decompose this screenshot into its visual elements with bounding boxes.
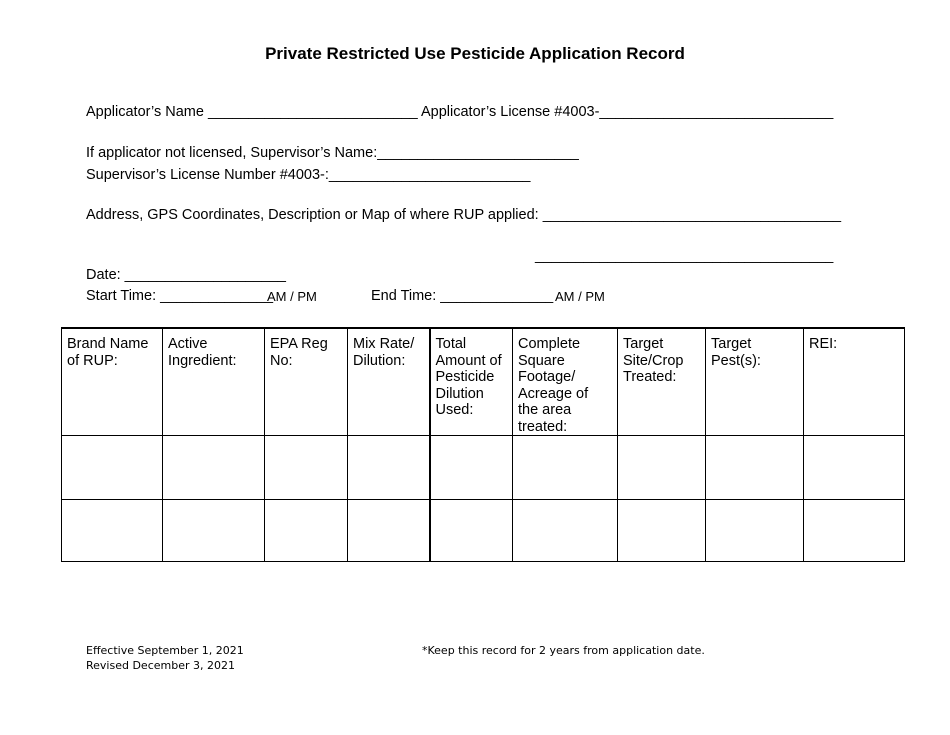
table-cell-mix-rate[interactable] <box>348 500 430 562</box>
table-cell-epa-reg-no[interactable] <box>265 500 348 562</box>
table-cell-active-ingredient[interactable] <box>163 500 265 562</box>
revised-date: Revised December 3, 2021 <box>86 659 235 672</box>
start-time-ampm: AM / PM <box>267 289 317 304</box>
table-cell-target-pests[interactable] <box>706 500 804 562</box>
column-header-rei: REI: <box>804 328 905 436</box>
application-record-table <box>61 327 905 562</box>
end-time-ampm: AM / PM <box>555 289 605 304</box>
table-cell-mix-rate[interactable] <box>348 436 430 500</box>
table-cell-brand-name[interactable] <box>62 500 163 562</box>
table-cell-square-footage[interactable] <box>513 500 618 562</box>
column-header-mix-rate: Mix Rate/ Dilution: <box>348 328 430 436</box>
table-cell-square-footage[interactable] <box>513 436 618 500</box>
table-cell-rei[interactable] <box>804 436 905 500</box>
table-row <box>62 436 905 500</box>
column-header-square-footage: Complete Square Footage/ Acreage of the area treated: <box>513 328 618 436</box>
column-header-target-site: Target Site/Crop Treated: <box>618 328 706 436</box>
column-header-brand-name: Brand Name of RUP: <box>62 328 163 436</box>
applicator-license-field[interactable]: Applicator’s License #4003-_____________________________ <box>421 104 834 120</box>
column-header-total-amount: Total Amount of Pesticide Dilution Used: <box>430 328 513 436</box>
page-title: Private Restricted Use Pesticide Application Record <box>265 44 685 63</box>
end-time-field[interactable]: End Time: ______________ <box>371 288 554 304</box>
address-field-line2[interactable]: _____________________________________ <box>535 248 834 264</box>
table-row <box>62 500 905 562</box>
table-cell-rei[interactable] <box>804 500 905 562</box>
table-cell-total-amount[interactable] <box>430 500 513 562</box>
column-header-epa-reg-no: EPA Reg No: <box>265 328 348 436</box>
start-time-field[interactable]: Start Time: ______________ <box>86 288 274 304</box>
column-header-target-pests: Target Pest(s): <box>706 328 804 436</box>
column-header-active-ingredient: Active Ingredient: <box>163 328 265 436</box>
effective-date: Effective September 1, 2021 <box>86 644 244 657</box>
table-cell-active-ingredient[interactable] <box>163 436 265 500</box>
table-cell-total-amount[interactable] <box>430 436 513 500</box>
table-cell-target-pests[interactable] <box>706 436 804 500</box>
table-cell-target-site[interactable] <box>618 436 706 500</box>
retention-note: *Keep this record for 2 years from application date. <box>422 644 705 657</box>
address-field[interactable]: Address, GPS Coordinates, Description or Map of where RUP applied: _____________________________________ <box>86 207 842 223</box>
date-field[interactable]: Date: ____________________ <box>86 267 286 283</box>
table-cell-target-site[interactable] <box>618 500 706 562</box>
table-cell-epa-reg-no[interactable] <box>265 436 348 500</box>
table-cell-brand-name[interactable] <box>62 436 163 500</box>
table-header-row <box>62 328 905 436</box>
applicator-name-field[interactable]: Applicator’s Name __________________________ <box>86 104 418 120</box>
supervisor-license-field[interactable]: Supervisor’s License Number #4003-:_________________________ <box>86 167 531 183</box>
supervisor-name-field[interactable]: If applicator not licensed, Supervisor’s Name:_________________________ <box>86 145 579 161</box>
